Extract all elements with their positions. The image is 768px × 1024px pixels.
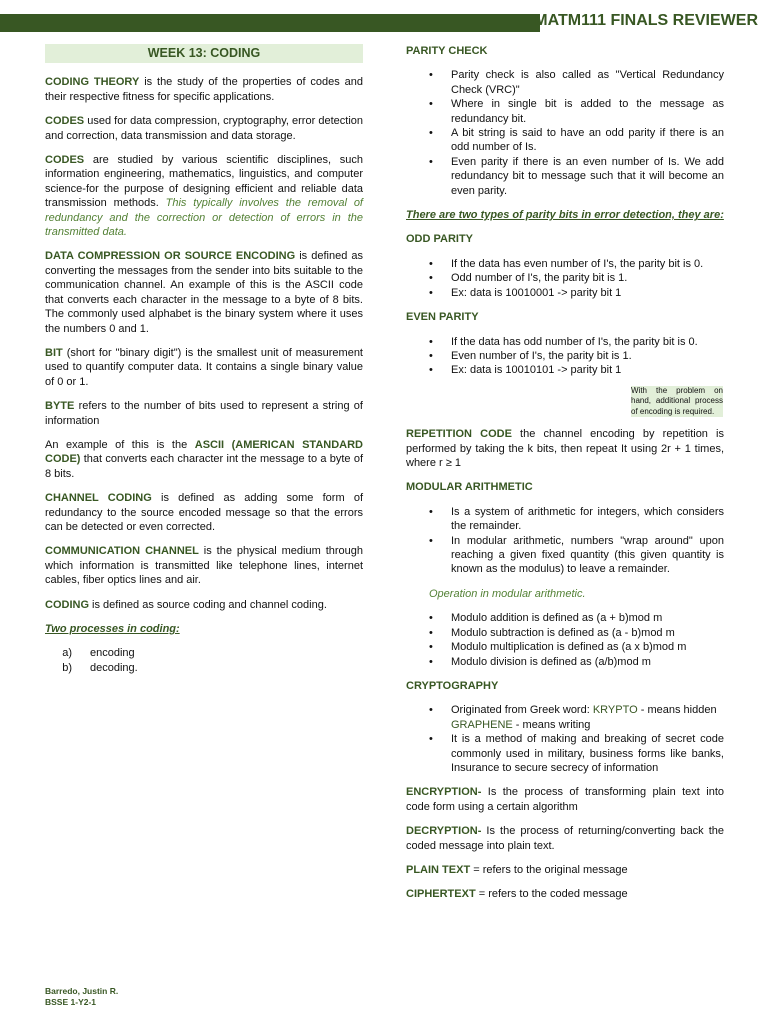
modular-arithmetic-list <box>406 505 724 577</box>
even-parity-heading: EVEN PARITY <box>406 311 479 324</box>
right-column <box>406 44 724 912</box>
parity-types-title: There are two types of parity bits in error detection, they are: <box>406 209 724 222</box>
parity-check-heading: PARITY CHECK <box>406 45 488 57</box>
list-item: • Even parity if there is an even number of Is. We add redundancy bit to message such that it will become an even parity. <box>451 155 724 198</box>
cryptography-heading: CRYPTOGRAPHY <box>406 679 499 692</box>
coding-paragraph: CODING is defined as source coding and channel coding. <box>45 598 327 611</box>
week-title: WEEK 13: CODING <box>45 44 363 63</box>
list-item: • If the data has even number of I's, the parity bit is 0. <box>451 257 724 271</box>
even-parity-list <box>406 335 724 378</box>
list-item: • If the data has odd number of I's, the parity bit is 0. <box>451 335 724 349</box>
odd-parity-heading: ODD PARITY <box>406 233 474 246</box>
list-item: • Originated from Greek word: KRYPTO - means hidden GRAPHENE - means writing <box>451 703 724 732</box>
list-item: a) encoding <box>62 647 135 660</box>
page-title: MATM111 FINALS REVIEWER <box>534 12 758 29</box>
processes-list <box>45 646 363 675</box>
list-item: b) decoding. <box>62 661 138 674</box>
operation-list <box>406 611 724 669</box>
side-note: With the problem on hand, additional process of encoding is required. <box>631 385 723 416</box>
encryption-paragraph: ENCRYPTION- Is the process of transforming plain text into code form using a certain algorithm <box>406 786 724 813</box>
plain-text-paragraph: PLAIN TEXT = refers to the original message <box>406 863 628 876</box>
parity-check-list <box>406 68 724 198</box>
cryptography-list <box>406 703 724 775</box>
author-section: BSSE 1-Y2-1 <box>45 997 97 1007</box>
list-item: • Even number of I's, the parity bit is 1. <box>451 349 724 363</box>
list-item: • In modular arithmetic, numbers "wrap around" upon reaching a given fixed quantity (this given quantity is known as the modulus) to leave a remainder. <box>451 534 724 577</box>
header-bar <box>0 14 540 32</box>
list-item: • It is a method of making and breaking of secret code commonly used in military, business forms like banks, Insurance to secure secrecy of information <box>451 732 724 775</box>
odd-parity-list <box>406 257 724 300</box>
author-name: Barredo, Justin R. <box>45 986 119 996</box>
data-compression-paragraph: DATA COMPRESSION OR SOURCE ENCODING is defined as converting the messages from the sender into bits suitable to the communication channel. An example of this is the ASCII code that converts each character in the message to a byte of 8 bits. The commonly used alphabet is the binary system where it uses the numbers 0 and 1. <box>45 250 363 335</box>
codes-studied-paragraph: CODES are studied by various scientific disciplines, such information engineering, mathematics, linguistics, and computer science-for the purpose of designing efficient and reliable data transmission methods. This typically involves the removal of redundancy and the correction or detection of errors in the transmitted data. <box>45 154 363 239</box>
left-column <box>45 44 363 685</box>
list-item: • Modulo multiplication is defined as (a x b)mod m <box>451 640 724 654</box>
byte-paragraph: BYTE refers to the number of bits used to represent a string of information <box>45 400 363 427</box>
list-item: • Is a system of arithmetic for integers, which considers the remainder. <box>451 505 724 534</box>
channel-coding-paragraph: CHANNEL CODING is defined as adding some form of redundancy to the source encoded message so that the errors can be detected or even corrected. <box>45 492 363 533</box>
list-item: • Odd number of I's, the parity bit is 1. <box>451 271 724 285</box>
codes-paragraph: CODES used for data compression, cryptography, error detection and correction, data transmission and data storage. <box>45 115 363 142</box>
ciphertext-paragraph: CIPHERTEXT = refers to the coded message <box>406 888 628 901</box>
list-item: • Ex: data is 10010001 -> parity bit 1 <box>451 286 724 300</box>
ascii-paragraph: An example of this is the ASCII (AMERICAN STANDARD CODE) that converts each character int the message to a byte of 8 bits. <box>45 438 363 480</box>
list-item: • Modulo division is defined as (a/b)mod m <box>451 655 724 669</box>
coding-theory-paragraph: CODING THEORY is the study of the properties of codes and their respective fitness for specific applications. <box>45 76 363 103</box>
repetition-code-paragraph: REPETITION CODE the channel encoding by repetition is performed by taking the k bits, then repeat It using 2r + 1 times, where r ≥ 1 <box>406 428 725 470</box>
list-item: • Parity check is also called as "Vertical Redundancy Check (VRC)" <box>451 68 724 97</box>
footer <box>45 986 118 1008</box>
modular-arithmetic-heading: MODULAR ARITHMETIC <box>406 481 533 494</box>
processes-title: Two processes in coding: <box>45 623 180 635</box>
list-item: • Ex: data is 10010101 -> parity bit 1 <box>451 363 724 377</box>
communication-channel-paragraph: COMMUNICATION CHANNEL is the physical medium through which information is transmitted like telephone lines, internet cables, fiber optics lines and air. <box>45 545 363 587</box>
list-item: • Modulo subtraction is defined as (a - b)mod m <box>451 626 724 640</box>
list-item: • A bit string is said to have an odd parity if there is an odd number of Is. <box>451 126 724 155</box>
list-item: • Where in single bit is added to the message as redundancy bit. <box>451 97 724 126</box>
list-item: • Modulo addition is defined as (a + b)mod m <box>451 611 724 625</box>
bit-paragraph: BIT (short for "binary digit") is the smallest unit of measurement used to quantify computer data. It contains a single binary value of 0 or 1. <box>45 346 363 388</box>
decryption-paragraph: DECRYPTION- Is the process of returning/converting back the coded message into plain text. <box>406 825 724 852</box>
operation-title: Operation in modular arithmetic. <box>429 587 586 600</box>
